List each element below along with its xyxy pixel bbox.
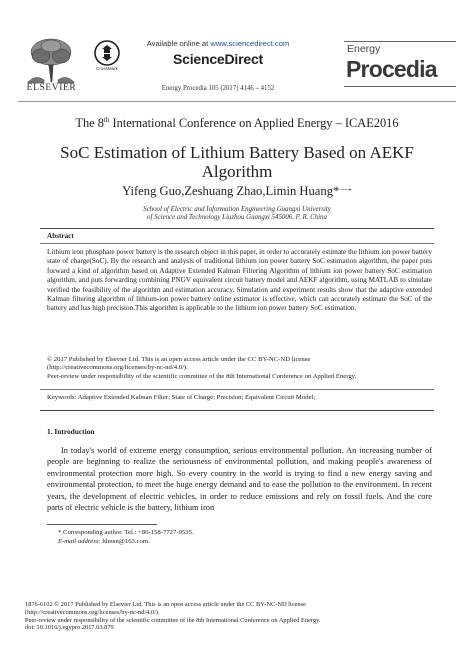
conference-rest: International Conference on Applied Energy – ICAE2016 <box>109 116 399 131</box>
affiliation <box>30 206 444 223</box>
conference-ordinal: th <box>103 116 110 124</box>
page-footer <box>25 601 425 632</box>
journal-logo-energy: Energy <box>347 43 381 55</box>
available-prefix: Available online at <box>146 39 211 48</box>
conference-prefix: The 8 <box>75 116 104 131</box>
keywords-bottom-rule <box>40 410 434 411</box>
affiliation-line-1: School of Electric and Information Engineering Guangxi University <box>143 206 331 213</box>
crossmark-icon[interactable] <box>94 40 120 66</box>
footer-doi[interactable]: doi: 10.1016/j.egypro.2017.03.879 <box>25 624 114 632</box>
header-divider <box>18 101 456 102</box>
license-link[interactable]: (http://creativecommons.org/licenses/by-nc-nd/4.0/). <box>47 364 188 372</box>
abstract-heading: Abstract <box>47 232 74 240</box>
introduction-body: In today's world of extreme energy consumption, serious environmental pollution. An increasing number of people are beginning to realize the seriousness of environmental pollution, and making people's awareness of environmental protection more high. So every country in the world is trying to find a new energy saving and environmental protection, to meet the huge energy demand and to ease the pollution to the environment. In recent years, the development of electric vehicles, in order to reduce emissions and rely on fossil fuels. And the core parts of electric vehicle is the battery, lithium iron <box>47 446 432 513</box>
crossmark-label: CrossMark <box>96 66 118 71</box>
copyright-line-3: Peer-review under responsibility of the scientific committee of the 8th International Conference on Applied Energy. <box>47 372 357 380</box>
copyright-line-1: © 2017 Published by Elsevier Ltd. This is an open access article under the CC BY-NC-ND license <box>47 356 311 363</box>
sciencedirect-wordmark: ScienceDirect <box>172 51 263 67</box>
email-value[interactable]: hlmsn@163.com. <box>100 538 150 545</box>
keywords-top-rule <box>40 389 434 390</box>
conference-name <box>20 116 454 131</box>
available-online-text <box>130 39 306 48</box>
abstract-heading-rule <box>40 243 434 244</box>
paper-title <box>40 143 434 181</box>
footer-line-1: 1876-6102 © 2017 Published by Elsevier Ltd. This is an open access article under the CC BY-NC-ND license <box>25 601 306 608</box>
journal-logo-rule-top <box>344 41 456 42</box>
journal-reference: Energy Procedia 105 (2017) 4146 – 4152 <box>161 85 275 92</box>
abstract-body: Lithium iron phosphate power battery is the research object in this paper, in order to accurately estimate the lithium ion power battery state of charge(SoC). By the research and analysis of traditional lithium ion power battery SoC estimation algorithm, the paper puts forward a kind of algorithm based on Adaptive Extended Kalman Filtering Algorithm of lithium ion power battery SoC estimation algorithm, and puts forwarding combining PNGV equivalent circuit battery model and AEKF algorithm, using MATLAB to simulate verified the feasibility of the algorithm and estimation accuracy. Simulation and experiment results show that the adaptive extended Kalman filtering algorithm of lithium-ion power battery online estimator is effective, which can accurately estimate the SoC of the battery and has high precision.This algorithm is applicable to the lithium ion power battery SoC estimation. <box>47 248 432 313</box>
corresponding-author: * Corresponding author. Tel.: +86-158-7727-9535. <box>58 529 194 536</box>
footer-line-3: Peer-review under responsibility of the scientific committee of the 8th International Conference on Applied Energy. <box>25 616 321 624</box>
footer-license-link[interactable]: (http://creativecommons.org/licenses/by-nc-nd/4.0/). <box>25 608 160 616</box>
copyright-notice <box>47 356 432 381</box>
elsevier-wordmark: ELSEVIER <box>26 83 77 93</box>
paper-title-line-2: Algorithm <box>201 162 273 181</box>
footnote-rule <box>47 524 157 525</box>
keywords: Keywords: Adaptive Extended Kalman Filter; State of Charge; Precision; Equivalent Circuit Model; <box>47 394 316 401</box>
sciencedirect-link[interactable]: www.sciencedirect.com <box>210 39 290 48</box>
journal-logo-procedia: Procedia <box>346 56 437 82</box>
paper-title-line-1: SoC Estimation of Lithium Battery Based on AEKF <box>60 143 414 162</box>
affiliation-line-2: of Science and Technology Liuzhou Guangxi 545006, P. R. China <box>147 214 327 222</box>
email-footnote <box>58 538 150 545</box>
authors: Yifeng Guo,Zeshuang Zhao,Limin Huang*一 <box>122 184 352 198</box>
abstract-top-rule <box>40 228 434 229</box>
email-label: E-mail address: <box>58 538 101 545</box>
journal-logo-rule-bottom <box>344 86 456 87</box>
introduction-heading: 1. Introduction <box>47 427 95 436</box>
